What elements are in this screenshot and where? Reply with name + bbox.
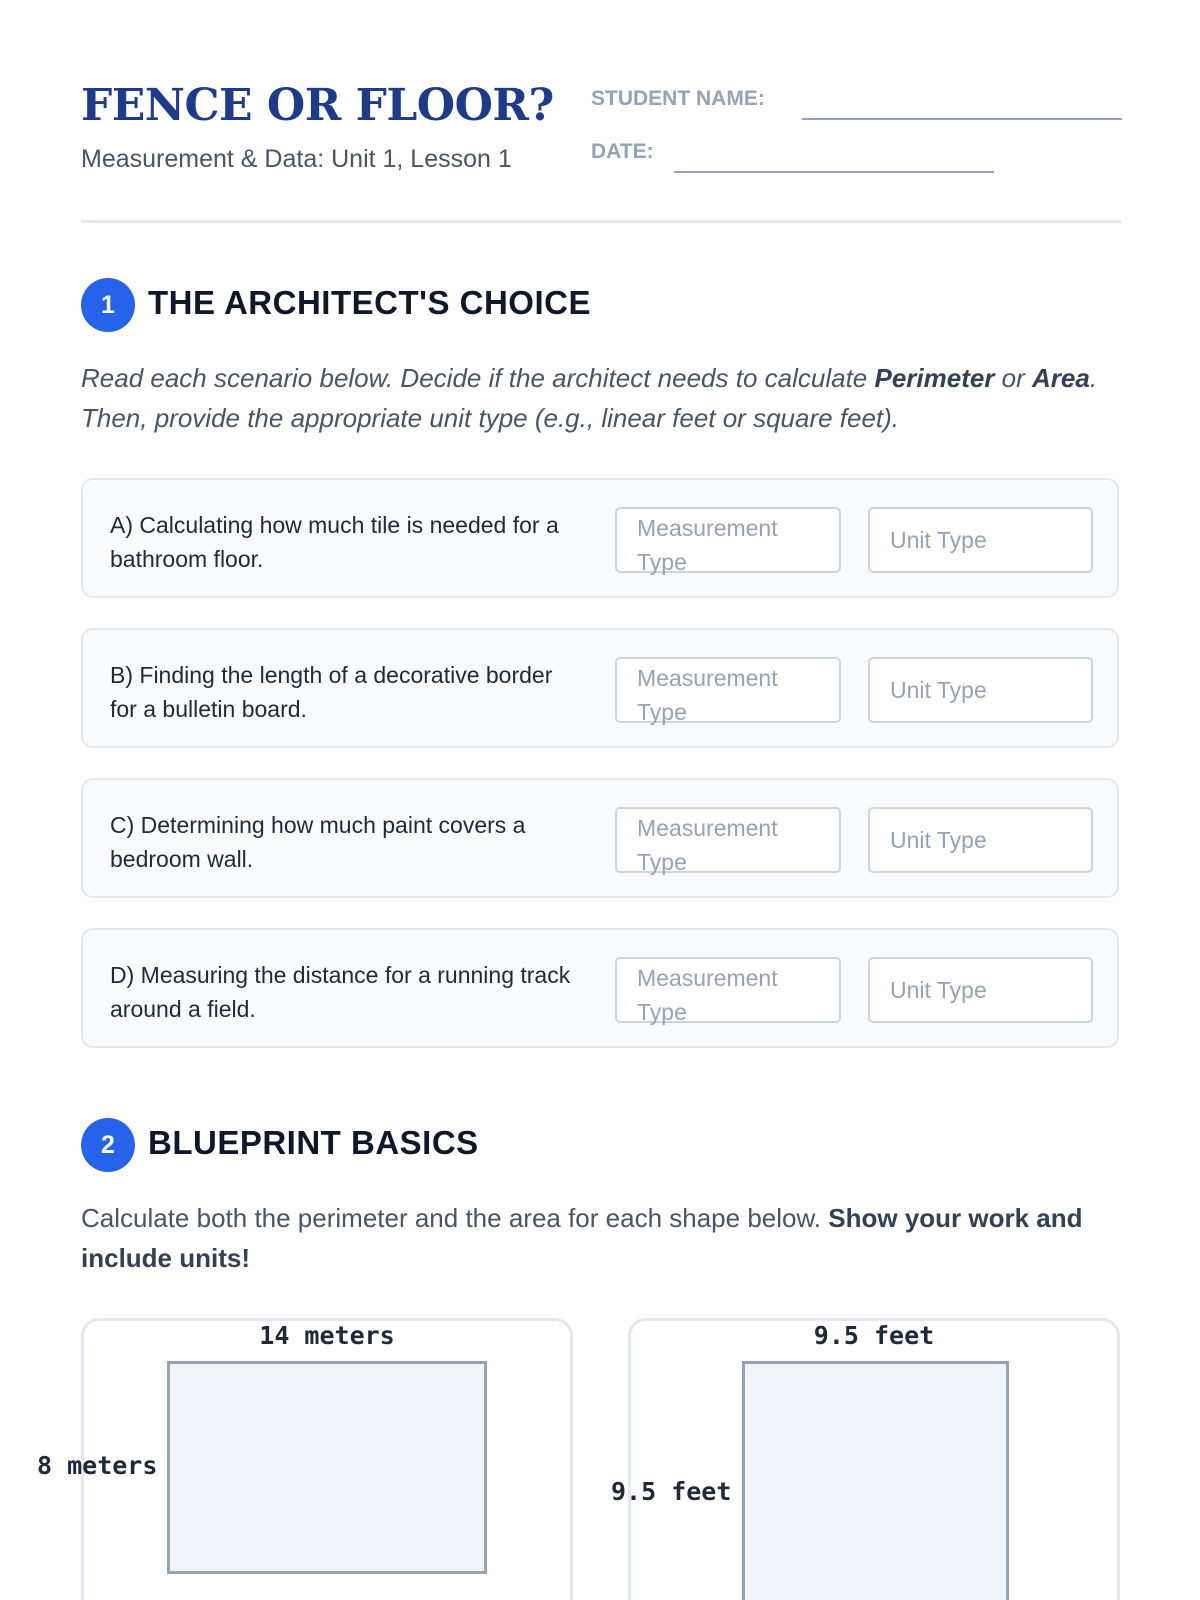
measurement-type-input[interactable]: Measurement Type [615,807,841,873]
scenario-card [81,478,1119,598]
unit-type-input[interactable]: Unit Type [868,507,1093,573]
section-number-badge: 1 [81,278,135,332]
unit-type-input[interactable]: Unit Type [868,807,1093,873]
shape-top-dimension: 14 meters [259,1321,395,1350]
section-instructions: Calculate both the perimeter and the area for each shape below. Show your work and include units! [81,1203,1083,1273]
square-shape [742,1361,1009,1600]
student-name-label: STUDENT NAME: [591,87,765,110]
page-subtitle: Measurement & Data: Unit 1, Lesson 1 [81,145,512,173]
scenario-text: B) Finding the length of a decorative border for a bulletin board. [110,662,553,722]
section-number-badge: 2 [81,1118,135,1172]
scenario-text: A) Calculating how much tile is needed for a bathroom floor. [110,512,559,572]
student-name-line[interactable] [802,118,1122,120]
shape-side-dimension: 9.5 feet [611,1477,732,1506]
measurement-type-input[interactable]: Measurement Type [615,657,841,723]
scenario-card [81,628,1119,748]
measurement-type-input[interactable]: Measurement Type [615,957,841,1023]
shape-side-dimension: 8 meters [37,1451,158,1480]
shape-top-dimension: 9.5 feet [813,1321,935,1350]
rectangle-shape [167,1361,487,1574]
unit-type-input[interactable]: Unit Type [868,657,1093,723]
section-title: BLUEPRINT BASICS [148,1124,479,1161]
date-label: DATE: [591,140,654,163]
scenario-card [81,928,1119,1048]
unit-type-input[interactable]: Unit Type [868,957,1093,1023]
scenario-card [81,778,1119,898]
measurement-type-input[interactable]: Measurement Type [615,507,841,573]
header-divider [81,220,1121,223]
page-title: FENCE OR FLOOR? [81,80,554,131]
section-title: THE ARCHITECT'S CHOICE [148,284,591,321]
scenario-text: D) Measuring the distance for a running track around a field. [110,962,571,1022]
date-line[interactable] [674,171,994,173]
section-instructions: Read each scenario below. Decide if the architect needs to calculate Perimeter or Area. Then, provide the appropriate unit type (e.g., linear feet or square feet). [81,363,1098,433]
scenario-text: C) Determining how much paint covers a bedroom wall. [110,812,526,872]
